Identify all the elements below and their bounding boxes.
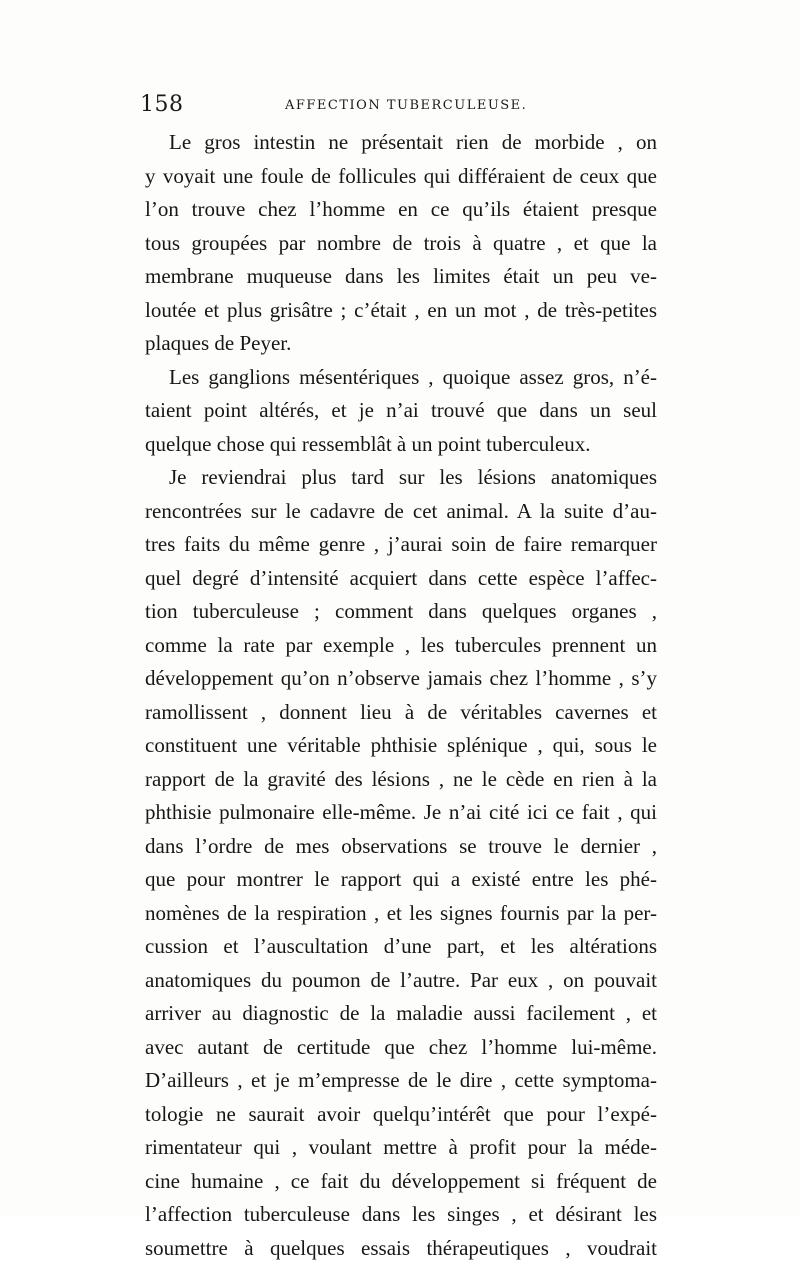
- running-title: AFFECTION TUBERCULEUSE.: [285, 98, 527, 113]
- text-line: Les ganglions mésentériques , quoique assez gros, n’é-: [145, 361, 657, 395]
- text-line: rimentateur qui , voulant mettre à profit pour la méde-: [145, 1131, 657, 1165]
- text-line: anatomiques du poumon de l’autre. Par eux , on pouvait: [145, 964, 657, 998]
- page-header: [140, 92, 660, 122]
- text-line: que pour montrer le rapport qui a existé entre les phé-: [145, 863, 657, 897]
- text-line: membrane muqueuse dans les limites était un peu ve-: [145, 260, 657, 294]
- text-line: dans l’ordre de mes observations se trouve le dernier ,: [145, 830, 657, 864]
- text-line: quelque chose qui ressemblât à un point tuberculeux.: [145, 428, 657, 462]
- text-line: constituent une véritable phthisie splénique , qui, sous le: [145, 729, 657, 763]
- text-line: avec autant de certitude que chez l’homme lui-même.: [145, 1031, 657, 1065]
- text-line: plaques de Peyer.: [145, 327, 657, 361]
- text-line: développement qu’on n’observe jamais chez l’homme , s’y: [145, 662, 657, 696]
- text-line: tous groupées par nombre de trois à quatre , et que la: [145, 227, 657, 261]
- text-line: l’on trouve chez l’homme en ce qu’ils étaient presque: [145, 193, 657, 227]
- text-line: cussion et l’auscultation d’une part, et les altérations: [145, 930, 657, 964]
- text-line: cine humaine , ce fait du développement si fréquent de: [145, 1165, 657, 1199]
- text-line: soumettre à quelques essais thérapeutiques , voudrait: [145, 1232, 657, 1265]
- text-line: y voyait une foule de follicules qui différaient de ceux que: [145, 160, 657, 194]
- body-text: [145, 126, 657, 1265]
- text-line: loutée et plus grisâtre ; c’était , en un mot , de très-petites: [145, 294, 657, 328]
- text-line: arriver au diagnostic de la maladie aussi facilement , et: [145, 997, 657, 1031]
- text-line: l’affection tuberculeuse dans les singes , et désirant les: [145, 1198, 657, 1232]
- text-line: phthisie pulmonaire elle-même. Je n’ai cité ici ce fait , qui: [145, 796, 657, 830]
- text-line: taient point altérés, et je n’ai trouvé que dans un seul: [145, 394, 657, 428]
- text-line: nomènes de la respiration , et les signes fournis par la per-: [145, 897, 657, 931]
- text-line: tres faits du même genre , j’aurai soin de faire remarquer: [145, 528, 657, 562]
- text-line: rencontrées sur le cadavre de cet animal. A la suite d’au-: [145, 495, 657, 529]
- text-line: quel degré d’intensité acquiert dans cette espèce l’affec-: [145, 562, 657, 596]
- text-line: tologie ne saurait avoir quelqu’intérêt que pour l’expé-: [145, 1098, 657, 1132]
- text-line: ramollissent , donnent lieu à de véritables cavernes et: [145, 696, 657, 730]
- text-line: D’ailleurs , et je m’empresse de le dire , cette symptoma-: [145, 1064, 657, 1098]
- text-line: comme la rate par exemple , les tubercules prennent un: [145, 629, 657, 663]
- page-number: 158: [140, 92, 184, 117]
- text-line: tion tuberculeuse ; comment dans quelques organes ,: [145, 595, 657, 629]
- text-line: Le gros intestin ne présentait rien de morbide , on: [145, 126, 657, 160]
- text-line: Je reviendrai plus tard sur les lésions anatomiques: [145, 461, 657, 495]
- text-line: rapport de la gravité des lésions , ne le cède en rien à la: [145, 763, 657, 797]
